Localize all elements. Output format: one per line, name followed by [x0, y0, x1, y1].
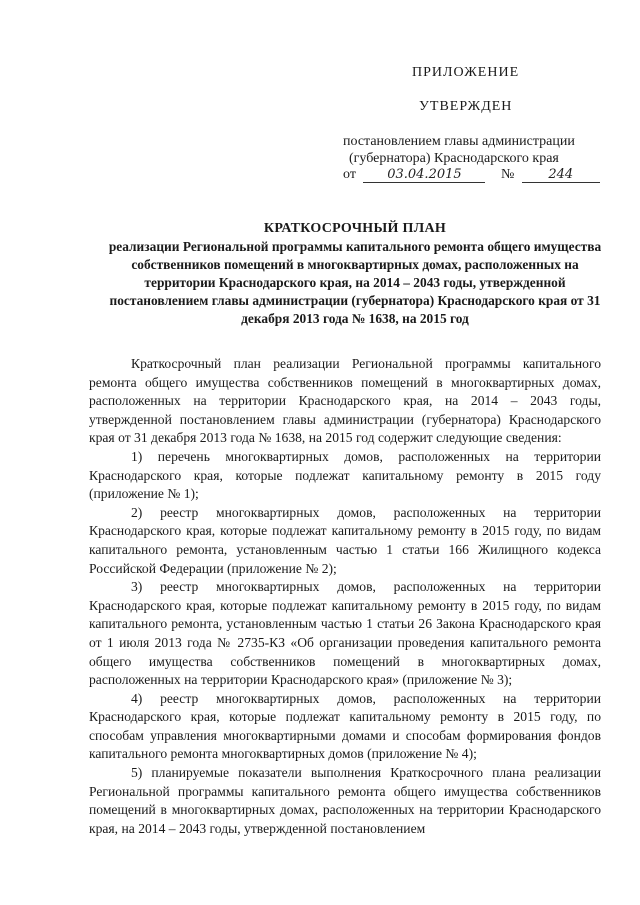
decree-line-2: (губернатора) Краснодарского края: [349, 151, 559, 166]
document-body: [89, 355, 601, 838]
decree-date-row: [343, 167, 600, 183]
document-subtitle: реализации Региональной программы капитального ремонта общего имущества собственников помещений в многоквартирных домах, расположенных на территории Краснодарского края, на 2014 – 2043 годы, утвержденной постановлением главы администрации (губернатора) Краснодарского края от 31 декабря 2013 года № 1638, на 2015 год: [108, 239, 602, 326]
list-item-2: 2) реестр многоквартирных домов, расположенных на территории Краснодарского края, которые подлежат капитальному ремонту в 2015 году, по видам капитального ремонта, установленным частью 1 статьи 166 Жилищного кодекса Российской Федерации (приложение № 2);: [89, 504, 601, 576]
decree-line-1: постановлением главы администрации: [343, 134, 575, 149]
list-item-1: 1) перечень многоквартирных домов, расположенных на территории Краснодарского края, которые подлежат капитальному ремонту в 2015 году (приложение № 1);: [89, 448, 601, 502]
list-item-4: 4) реестр многоквартирных домов, расположенных на территории Краснодарского края, которые подлежат капитальному ремонту в 2015 году, по способам управления многоквартирными домами и способам формирования фондов капитального ремонта многоквартирных домов (приложение № 4);: [89, 690, 601, 762]
date-prefix: от: [343, 167, 356, 182]
number-prefix: №: [500, 167, 515, 182]
document-title-block: [105, 220, 605, 328]
handwritten-number: 244: [522, 167, 600, 183]
document-title: КРАТКОСРОЧНЫЙ ПЛАН: [263, 221, 447, 236]
approved-label: УТВЕРЖДЕН: [419, 99, 513, 114]
handwritten-date: 03.04.2015: [363, 167, 485, 183]
appendix-label: ПРИЛОЖЕНИЕ: [412, 65, 520, 80]
list-item-3: 3) реестр многоквартирных домов, расположенных на территории Краснодарского края, которые подлежат капитальному ремонту в 2015 году, по видам капитального ремонта, установленным частью 1 статьи 26 Закона Краснодарского края от 1 июля 2013 года № 2735-КЗ «Об организации проведения капитального ремонта общего имущества собственников помещений в многоквартирных домах, расположенных на территории Краснодарского края» (приложение № 3);: [89, 579, 601, 688]
list-item-5: 5) планируемые показатели выполнения Краткосрочного плана реализации Региональной программы капитального ремонта общего имущества собственников помещений в многоквартирных домах, расположенных на территории Краснодарского края, на 2014 – 2043 годы, утвержденной постановлением: [89, 765, 601, 836]
intro-paragraph: Краткосрочный план реализации Региональной программы капитального ремонта общего имущества собственников помещений в многоквартирных домах, расположенных на территории Краснодарского края, на 2014 – 2043 годы, утвержденной постановлением главы администрации (губернатора) Краснодарского края от 31 декабря 2013 года № 1638, на 2015 год содержит следующие сведения:: [89, 356, 601, 446]
